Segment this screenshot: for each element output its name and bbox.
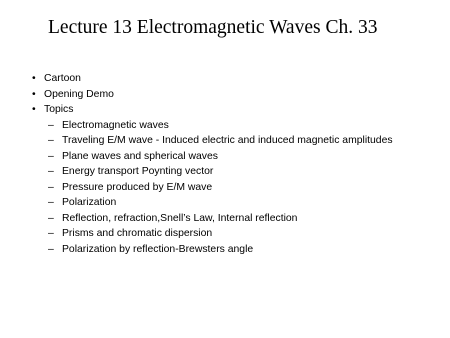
topic-item — [28, 164, 393, 180]
topic-item — [28, 195, 393, 211]
bullet-marker: • — [32, 88, 36, 100]
dash-marker: – — [48, 243, 54, 255]
topic-label: Pressure produced by E/M wave — [62, 181, 213, 193]
slide-title: Lecture 13 Electromagnetic Waves Ch. 33 — [48, 17, 378, 38]
bullet-label: Topics — [44, 104, 74, 115]
topic-item — [28, 226, 393, 242]
dash-marker: – — [48, 150, 54, 162]
bullet-item-cartoon — [28, 71, 393, 87]
dash-marker: – — [48, 181, 54, 193]
topic-item — [28, 180, 393, 196]
bullet-marker: • — [32, 73, 36, 84]
topic-label: Polarization — [62, 197, 117, 208]
dash-marker: – — [48, 119, 54, 131]
topic-label: Prisms and chromatic dispersion — [62, 228, 213, 239]
dash-marker: – — [48, 166, 54, 177]
dash-marker: – — [48, 197, 54, 208]
topics-sublist — [28, 118, 393, 258]
topic-item — [28, 149, 393, 165]
topic-item — [28, 242, 393, 258]
topic-label: Reflection, refraction,Snell’s Law, Internal reflection — [62, 212, 298, 224]
topic-label: Traveling E/M wave - Induced electric and induced magnetic amplitudes — [62, 135, 393, 146]
dash-marker: – — [48, 228, 54, 239]
bullet-item-topics — [28, 102, 393, 118]
topics-container — [28, 118, 393, 258]
topic-label: Electromagnetic waves — [62, 119, 169, 131]
topic-label: Energy transport Poynting vector — [62, 166, 214, 177]
bullet-label: Opening Demo — [44, 88, 114, 100]
dash-marker: – — [48, 135, 54, 146]
topic-item — [28, 118, 393, 134]
bullet-list — [28, 71, 393, 257]
topic-label: Plane waves and spherical waves — [62, 150, 218, 162]
bullet-label: Cartoon — [44, 73, 81, 84]
topic-item — [28, 211, 393, 227]
topic-item — [28, 133, 393, 149]
topic-label: Polarization by reflection-Brewsters angle — [62, 243, 254, 255]
bullet-item-opening-demo — [28, 87, 393, 103]
bullet-marker: • — [32, 104, 36, 115]
dash-marker: – — [48, 212, 54, 224]
